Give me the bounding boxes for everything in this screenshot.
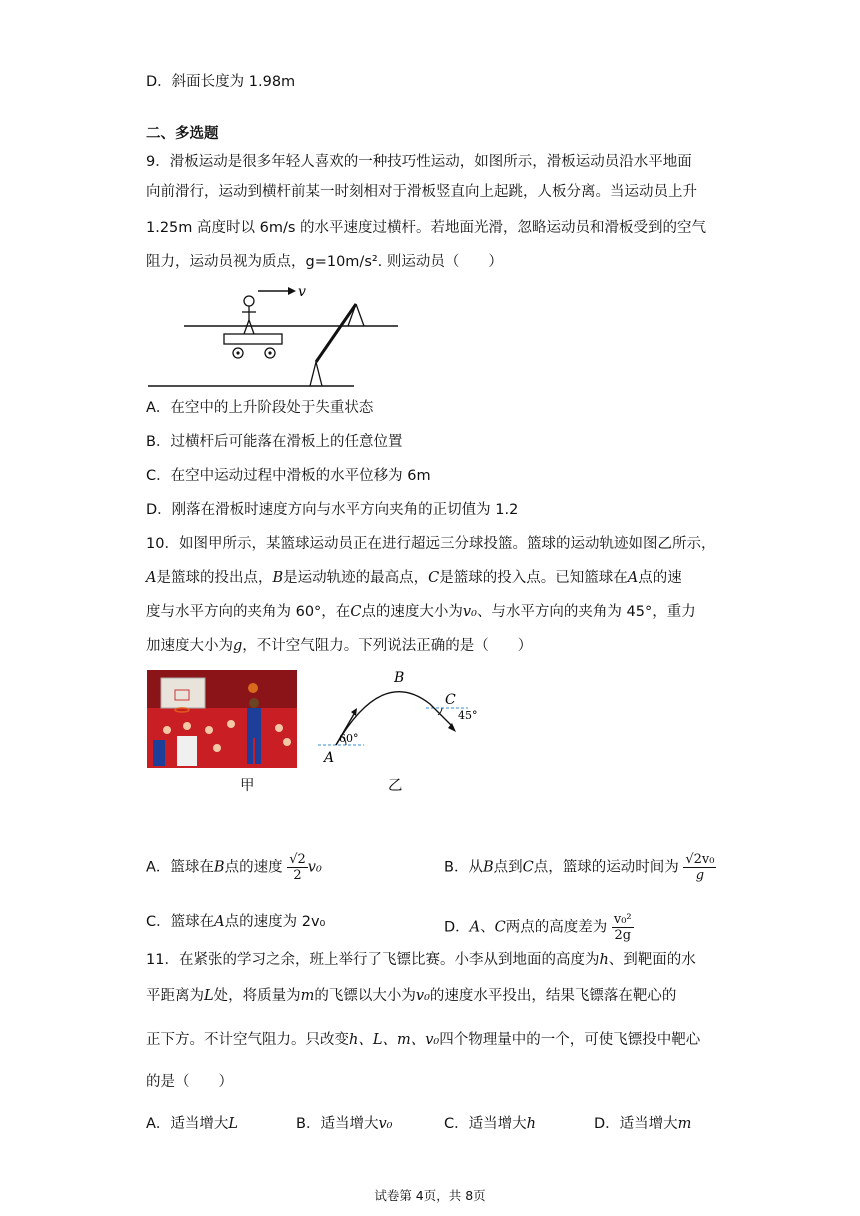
q8-option-d: D．斜面长度为 1.98m: [146, 74, 296, 90]
basketball-photo: [147, 670, 297, 768]
q10-line-4: 加速度大小为g，不计空气阻力。下列说法正确的是（ ）: [146, 638, 533, 654]
caption-jia: 甲: [240, 778, 255, 794]
point-c-label: C: [445, 692, 456, 708]
q11-line-1: 11．在紧张的学习之余，班上举行了飞镖比赛。小李从到地面的高度为h、到靶面的水: [146, 952, 696, 968]
q9-line-4: 阻力，运动员视为质点，g=10m/s². 则运动员（ ）: [146, 254, 503, 270]
q11-option-c: C．适当增大h: [444, 1116, 536, 1132]
skateboard-figure: [140, 282, 410, 392]
q9-option-b: B．过横杆后可能落在滑板上的任意位置: [146, 434, 403, 450]
caption-yi: 乙: [388, 778, 403, 794]
section-title: 二、多选题: [146, 126, 219, 142]
q9-option-d: D．刚落在滑板时速度方向与水平方向夹角的正切值为 1.2: [146, 502, 519, 518]
q11-line-3: 正下方。不计空气阻力。只改变h、L、m、v₀四个物理量中的一个，可使飞镖投中靶心: [146, 1032, 701, 1048]
q11-option-d: D．适当增大m: [594, 1116, 692, 1132]
q9-option-a: A．在空中的上升阶段处于失重状态: [146, 400, 374, 416]
q10-option-d: D．A、C两点的高度差为 $\frac{\text{v₀²}}{2g}$: [444, 912, 632, 943]
q10-line-3: 度与水平方向的夹角为 60°，在C点的速度大小为v₀、与水平方向的夹角为 45°，重力: [146, 604, 696, 620]
q10-option-b: B．从B点到C点，篮球的运动时间为 $\frac{\text{√2v₀}}{g}$: [444, 852, 715, 883]
page-footer: 试卷第 4页，共 8页: [374, 1188, 486, 1203]
point-a-label: A: [324, 750, 335, 766]
q11-line-4: 的是（ ）: [146, 1074, 233, 1090]
q9-line-3: 1.25m 高度时以 6m/s 的水平速度过横杆。若地面光滑，忽略运动员和滑板受到的空气: [146, 220, 707, 236]
q9-line-2: 向前滑行，运动到横杆前某一时刻相对于滑板竖直向上起跳，人板分离。当运动员上升: [146, 184, 697, 200]
q10-line-1: 10．如图甲所示，某篮球运动员正在进行超远三分球投篮。篮球的运动轨迹如图乙所示，: [146, 536, 716, 552]
q9-line-1: 9．滑板运动是很多年轻人喜欢的一种技巧性运动，如图所示，滑板运动员沿水平地面: [146, 154, 692, 170]
q11-option-b: B．适当增大v₀: [296, 1116, 393, 1132]
q11-option-a: A．适当增大L: [146, 1116, 239, 1132]
q10-option-a: A．篮球在B点的速度 $\frac{√2}{2}$ v₀: [146, 852, 322, 883]
q10-line-2: A是篮球的投出点，B是运动轨迹的最高点，C是篮球的投入点。已知篮球在A点的速: [146, 570, 682, 586]
q9-option-c: C．在空中运动过程中滑板的水平位移为 6m: [146, 468, 431, 484]
angle-60-label: 60°: [339, 732, 359, 745]
trajectory-diagram: [318, 668, 488, 768]
q11-line-2: 平距离为L处，将质量为m的飞镖以大小为v₀的速度水平投出，结果飞镖落在靶心的: [146, 988, 677, 1004]
point-b-label: B: [394, 670, 405, 686]
q10-option-c: C．篮球在A点的速度为 2v₀: [146, 914, 326, 930]
angle-45-label: 45°: [458, 709, 478, 722]
velocity-label: v: [298, 284, 306, 300]
